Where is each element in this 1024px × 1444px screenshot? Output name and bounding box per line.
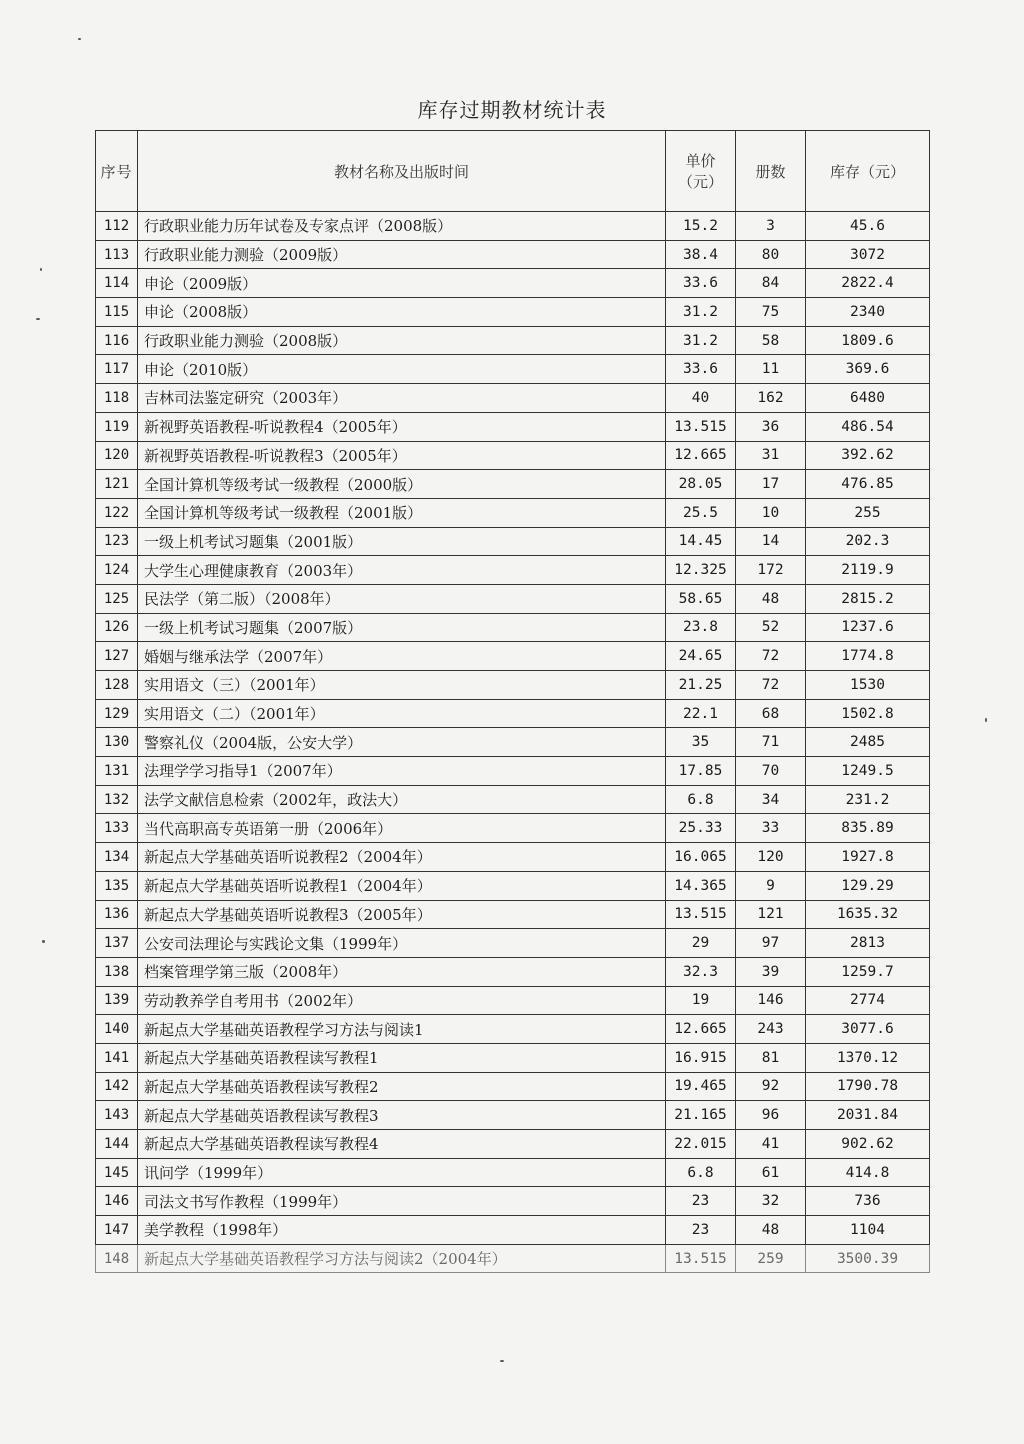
cell-quantity: 146 bbox=[736, 986, 806, 1015]
cell-quantity: 17 bbox=[736, 470, 806, 499]
cell-textbook-name: 行政职业能力历年试卷及专家点评（2008版） bbox=[138, 212, 666, 241]
cell-stock-value: 486.54 bbox=[806, 412, 930, 441]
cell-serial-number: 119 bbox=[96, 412, 138, 441]
cell-stock-value: 1530 bbox=[806, 671, 930, 700]
cell-unit-price: 13.515 bbox=[666, 900, 736, 929]
cell-textbook-name: 民法学（第二版）（2008年） bbox=[138, 584, 666, 613]
table-row bbox=[96, 355, 930, 384]
cell-stock-value: 835.89 bbox=[806, 814, 930, 843]
cell-quantity: 172 bbox=[736, 556, 806, 585]
cell-stock-value: 902.62 bbox=[806, 1130, 930, 1159]
cell-stock-value: 1774.8 bbox=[806, 642, 930, 671]
cell-quantity: 10 bbox=[736, 498, 806, 527]
cell-stock-value: 1259.7 bbox=[806, 957, 930, 986]
cell-textbook-name: 行政职业能力测验（2008版） bbox=[138, 326, 666, 355]
cell-unit-price: 25.33 bbox=[666, 814, 736, 843]
table-row bbox=[96, 671, 930, 700]
cell-serial-number: 117 bbox=[96, 355, 138, 384]
table-row bbox=[96, 269, 930, 298]
cell-textbook-name: 申论（2008版） bbox=[138, 298, 666, 327]
cell-serial-number: 118 bbox=[96, 384, 138, 413]
cell-stock-value: 255 bbox=[806, 498, 930, 527]
cell-serial-number: 124 bbox=[96, 556, 138, 585]
cell-serial-number: 126 bbox=[96, 613, 138, 642]
table-row bbox=[96, 900, 930, 929]
cell-quantity: 259 bbox=[736, 1244, 806, 1273]
cell-textbook-name: 新起点大学基础英语听说教程2（2004年） bbox=[138, 843, 666, 872]
cell-stock-value: 1237.6 bbox=[806, 613, 930, 642]
cell-stock-value: 202.3 bbox=[806, 527, 930, 556]
cell-quantity: 72 bbox=[736, 671, 806, 700]
cell-stock-value: 2485 bbox=[806, 728, 930, 757]
table-row bbox=[96, 1101, 930, 1130]
header-quantity: 册数 bbox=[736, 131, 806, 212]
cell-quantity: 96 bbox=[736, 1101, 806, 1130]
table-row bbox=[96, 757, 930, 786]
cell-quantity: 33 bbox=[736, 814, 806, 843]
cell-quantity: 9 bbox=[736, 871, 806, 900]
cell-serial-number: 141 bbox=[96, 1043, 138, 1072]
cell-stock-value: 1635.32 bbox=[806, 900, 930, 929]
table-row bbox=[96, 1187, 930, 1216]
table-row bbox=[96, 412, 930, 441]
cell-unit-price: 24.65 bbox=[666, 642, 736, 671]
cell-unit-price: 15.2 bbox=[666, 212, 736, 241]
cell-unit-price: 19.465 bbox=[666, 1072, 736, 1101]
cell-stock-value: 3500.39 bbox=[806, 1244, 930, 1273]
cell-quantity: 120 bbox=[736, 843, 806, 872]
table-row bbox=[96, 1072, 930, 1101]
table-row bbox=[96, 326, 930, 355]
cell-stock-value: 1809.6 bbox=[806, 326, 930, 355]
cell-textbook-name: 一级上机考试习题集（2001版） bbox=[138, 527, 666, 556]
cell-textbook-name: 公安司法理论与实践论文集（1999年） bbox=[138, 929, 666, 958]
cell-serial-number: 113 bbox=[96, 240, 138, 269]
cell-unit-price: 31.2 bbox=[666, 326, 736, 355]
table-row bbox=[96, 240, 930, 269]
cell-unit-price: 22.1 bbox=[666, 699, 736, 728]
cell-quantity: 71 bbox=[736, 728, 806, 757]
cell-stock-value: 6480 bbox=[806, 384, 930, 413]
header-stock-value: 库存（元） bbox=[806, 131, 930, 212]
table-row bbox=[96, 1244, 930, 1273]
scan-speck bbox=[42, 940, 45, 943]
table-row bbox=[96, 470, 930, 499]
cell-textbook-name: 行政职业能力测验（2009版） bbox=[138, 240, 666, 269]
cell-serial-number: 132 bbox=[96, 785, 138, 814]
cell-unit-price: 6.8 bbox=[666, 1158, 736, 1187]
cell-textbook-name: 新起点大学基础英语听说教程1（2004年） bbox=[138, 871, 666, 900]
cell-quantity: 11 bbox=[736, 355, 806, 384]
cell-stock-value: 2340 bbox=[806, 298, 930, 327]
cell-stock-value: 45.6 bbox=[806, 212, 930, 241]
cell-quantity: 80 bbox=[736, 240, 806, 269]
cell-quantity: 97 bbox=[736, 929, 806, 958]
cell-unit-price: 33.6 bbox=[666, 355, 736, 384]
cell-textbook-name: 劳动教养学自考用书（2002年） bbox=[138, 986, 666, 1015]
cell-textbook-name: 美学教程（1998年） bbox=[138, 1216, 666, 1245]
table-row bbox=[96, 699, 930, 728]
cell-quantity: 243 bbox=[736, 1015, 806, 1044]
cell-textbook-name: 新起点大学基础英语教程读写教程1 bbox=[138, 1043, 666, 1072]
cell-serial-number: 142 bbox=[96, 1072, 138, 1101]
cell-quantity: 52 bbox=[736, 613, 806, 642]
table-row bbox=[96, 556, 930, 585]
cell-unit-price: 28.05 bbox=[666, 470, 736, 499]
cell-unit-price: 21.25 bbox=[666, 671, 736, 700]
cell-unit-price: 40 bbox=[666, 384, 736, 413]
inventory-table-container bbox=[95, 130, 929, 1273]
cell-textbook-name: 新视野英语教程-听说教程4（2005年） bbox=[138, 412, 666, 441]
cell-stock-value: 1370.12 bbox=[806, 1043, 930, 1072]
cell-stock-value: 2774 bbox=[806, 986, 930, 1015]
table-row bbox=[96, 527, 930, 556]
cell-unit-price: 13.515 bbox=[666, 1244, 736, 1273]
table-row bbox=[96, 1015, 930, 1044]
cell-serial-number: 136 bbox=[96, 900, 138, 929]
cell-serial-number: 137 bbox=[96, 929, 138, 958]
cell-quantity: 70 bbox=[736, 757, 806, 786]
cell-quantity: 3 bbox=[736, 212, 806, 241]
cell-serial-number: 123 bbox=[96, 527, 138, 556]
cell-unit-price: 25.5 bbox=[666, 498, 736, 527]
cell-stock-value: 2031.84 bbox=[806, 1101, 930, 1130]
cell-textbook-name: 新起点大学基础英语教程学习方法与阅读1 bbox=[138, 1015, 666, 1044]
cell-quantity: 84 bbox=[736, 269, 806, 298]
cell-quantity: 75 bbox=[736, 298, 806, 327]
table-body bbox=[96, 212, 930, 1273]
cell-serial-number: 148 bbox=[96, 1244, 138, 1273]
cell-quantity: 31 bbox=[736, 441, 806, 470]
cell-stock-value: 1927.8 bbox=[806, 843, 930, 872]
cell-quantity: 162 bbox=[736, 384, 806, 413]
cell-textbook-name: 实用语文（三）（2001年） bbox=[138, 671, 666, 700]
table-row bbox=[96, 785, 930, 814]
cell-unit-price: 12.325 bbox=[666, 556, 736, 585]
scan-speck bbox=[36, 318, 40, 320]
table-row bbox=[96, 584, 930, 613]
cell-serial-number: 138 bbox=[96, 957, 138, 986]
cell-unit-price: 12.665 bbox=[666, 441, 736, 470]
cell-serial-number: 146 bbox=[96, 1187, 138, 1216]
cell-unit-price: 29 bbox=[666, 929, 736, 958]
cell-textbook-name: 婚姻与继承法学（2007年） bbox=[138, 642, 666, 671]
cell-stock-value: 369.6 bbox=[806, 355, 930, 384]
cell-unit-price: 32.3 bbox=[666, 957, 736, 986]
cell-textbook-name: 司法文书写作教程（1999年） bbox=[138, 1187, 666, 1216]
cell-serial-number: 120 bbox=[96, 441, 138, 470]
cell-unit-price: 33.6 bbox=[666, 269, 736, 298]
cell-unit-price: 38.4 bbox=[666, 240, 736, 269]
cell-unit-price: 13.515 bbox=[666, 412, 736, 441]
cell-stock-value: 414.8 bbox=[806, 1158, 930, 1187]
cell-unit-price: 31.2 bbox=[666, 298, 736, 327]
header-unit-price-line2: （元） bbox=[677, 173, 723, 191]
cell-quantity: 72 bbox=[736, 642, 806, 671]
cell-unit-price: 16.065 bbox=[666, 843, 736, 872]
cell-serial-number: 143 bbox=[96, 1101, 138, 1130]
table-row bbox=[96, 1216, 930, 1245]
cell-serial-number: 140 bbox=[96, 1015, 138, 1044]
cell-quantity: 121 bbox=[736, 900, 806, 929]
table-row bbox=[96, 957, 930, 986]
inventory-table bbox=[95, 130, 930, 1273]
cell-serial-number: 115 bbox=[96, 298, 138, 327]
cell-quantity: 39 bbox=[736, 957, 806, 986]
header-unit-price-line1: 单价 bbox=[685, 152, 716, 170]
cell-stock-value: 2822.4 bbox=[806, 269, 930, 298]
table-row bbox=[96, 384, 930, 413]
page-title: 库存过期教材统计表 bbox=[417, 98, 607, 122]
cell-serial-number: 114 bbox=[96, 269, 138, 298]
cell-stock-value: 736 bbox=[806, 1187, 930, 1216]
cell-serial-number: 128 bbox=[96, 671, 138, 700]
cell-stock-value: 3077.6 bbox=[806, 1015, 930, 1044]
table-row bbox=[96, 498, 930, 527]
cell-quantity: 92 bbox=[736, 1072, 806, 1101]
scan-speck bbox=[78, 38, 81, 40]
cell-serial-number: 147 bbox=[96, 1216, 138, 1245]
cell-unit-price: 12.665 bbox=[666, 1015, 736, 1044]
table-row bbox=[96, 298, 930, 327]
cell-textbook-name: 法理学学习指导1（2007年） bbox=[138, 757, 666, 786]
table-row bbox=[96, 441, 930, 470]
cell-unit-price: 22.015 bbox=[666, 1130, 736, 1159]
table-row bbox=[96, 1043, 930, 1072]
table-row bbox=[96, 642, 930, 671]
cell-quantity: 48 bbox=[736, 584, 806, 613]
cell-textbook-name: 申论（2009版） bbox=[138, 269, 666, 298]
header-unit-price bbox=[666, 131, 736, 212]
cell-serial-number: 127 bbox=[96, 642, 138, 671]
scan-speck bbox=[40, 268, 42, 271]
cell-textbook-name: 档案管理学第三版（2008年） bbox=[138, 957, 666, 986]
table-row bbox=[96, 871, 930, 900]
cell-textbook-name: 实用语文（二）（2001年） bbox=[138, 699, 666, 728]
cell-textbook-name: 新起点大学基础英语教程读写教程3 bbox=[138, 1101, 666, 1130]
scan-speck bbox=[500, 1360, 504, 1362]
cell-textbook-name: 当代高职高专英语第一册（2006年） bbox=[138, 814, 666, 843]
table-row bbox=[96, 613, 930, 642]
cell-unit-price: 21.165 bbox=[666, 1101, 736, 1130]
cell-textbook-name: 新视野英语教程-听说教程3（2005年） bbox=[138, 441, 666, 470]
cell-unit-price: 23 bbox=[666, 1187, 736, 1216]
cell-textbook-name: 吉林司法鉴定研究（2003年） bbox=[138, 384, 666, 413]
cell-quantity: 41 bbox=[736, 1130, 806, 1159]
cell-quantity: 61 bbox=[736, 1158, 806, 1187]
cell-quantity: 48 bbox=[736, 1216, 806, 1245]
cell-stock-value: 2813 bbox=[806, 929, 930, 958]
cell-unit-price: 14.45 bbox=[666, 527, 736, 556]
cell-textbook-name: 全国计算机等级考试一级教程（2001版） bbox=[138, 498, 666, 527]
cell-serial-number: 133 bbox=[96, 814, 138, 843]
cell-quantity: 32 bbox=[736, 1187, 806, 1216]
cell-textbook-name: 大学生心理健康教育（2003年） bbox=[138, 556, 666, 585]
cell-textbook-name: 讯问学（1999年） bbox=[138, 1158, 666, 1187]
cell-serial-number: 131 bbox=[96, 757, 138, 786]
cell-unit-price: 35 bbox=[666, 728, 736, 757]
cell-stock-value: 2815.2 bbox=[806, 584, 930, 613]
cell-stock-value: 3072 bbox=[806, 240, 930, 269]
cell-serial-number: 129 bbox=[96, 699, 138, 728]
cell-quantity: 34 bbox=[736, 785, 806, 814]
cell-unit-price: 6.8 bbox=[666, 785, 736, 814]
cell-unit-price: 58.65 bbox=[666, 584, 736, 613]
scan-speck bbox=[985, 718, 987, 722]
cell-quantity: 81 bbox=[736, 1043, 806, 1072]
cell-quantity: 58 bbox=[736, 326, 806, 355]
cell-serial-number: 121 bbox=[96, 470, 138, 499]
cell-stock-value: 1790.78 bbox=[806, 1072, 930, 1101]
cell-unit-price: 14.365 bbox=[666, 871, 736, 900]
cell-serial-number: 125 bbox=[96, 584, 138, 613]
table-row bbox=[96, 1158, 930, 1187]
cell-stock-value: 1249.5 bbox=[806, 757, 930, 786]
cell-serial-number: 122 bbox=[96, 498, 138, 527]
cell-serial-number: 116 bbox=[96, 326, 138, 355]
cell-stock-value: 392.62 bbox=[806, 441, 930, 470]
cell-textbook-name: 全国计算机等级考试一级教程（2000版） bbox=[138, 470, 666, 499]
cell-stock-value: 2119.9 bbox=[806, 556, 930, 585]
table-row bbox=[96, 843, 930, 872]
cell-serial-number: 139 bbox=[96, 986, 138, 1015]
cell-stock-value: 1502.8 bbox=[806, 699, 930, 728]
cell-textbook-name: 新起点大学基础英语教程学习方法与阅读2（2004年） bbox=[138, 1244, 666, 1273]
cell-stock-value: 476.85 bbox=[806, 470, 930, 499]
cell-serial-number: 135 bbox=[96, 871, 138, 900]
cell-serial-number: 145 bbox=[96, 1158, 138, 1187]
cell-textbook-name: 新起点大学基础英语听说教程3（2005年） bbox=[138, 900, 666, 929]
cell-textbook-name: 申论（2010版） bbox=[138, 355, 666, 384]
table-row bbox=[96, 929, 930, 958]
table-row bbox=[96, 212, 930, 241]
cell-stock-value: 1104 bbox=[806, 1216, 930, 1245]
cell-textbook-name: 法学文献信息检索（2002年，政法大） bbox=[138, 785, 666, 814]
cell-textbook-name: 新起点大学基础英语教程读写教程4 bbox=[138, 1130, 666, 1159]
table-row bbox=[96, 728, 930, 757]
table-row bbox=[96, 1130, 930, 1159]
cell-unit-price: 17.85 bbox=[666, 757, 736, 786]
cell-quantity: 68 bbox=[736, 699, 806, 728]
cell-textbook-name: 一级上机考试习题集（2007版） bbox=[138, 613, 666, 642]
cell-quantity: 14 bbox=[736, 527, 806, 556]
header-serial-number: 序号 bbox=[96, 131, 138, 212]
cell-unit-price: 16.915 bbox=[666, 1043, 736, 1072]
table-header bbox=[96, 131, 930, 212]
cell-serial-number: 130 bbox=[96, 728, 138, 757]
cell-stock-value: 129.29 bbox=[806, 871, 930, 900]
header-textbook-name: 教材名称及出版时间 bbox=[138, 131, 666, 212]
cell-stock-value: 231.2 bbox=[806, 785, 930, 814]
cell-unit-price: 23 bbox=[666, 1216, 736, 1245]
cell-serial-number: 144 bbox=[96, 1130, 138, 1159]
cell-textbook-name: 新起点大学基础英语教程读写教程2 bbox=[138, 1072, 666, 1101]
table-row bbox=[96, 986, 930, 1015]
cell-unit-price: 19 bbox=[666, 986, 736, 1015]
cell-quantity: 36 bbox=[736, 412, 806, 441]
cell-serial-number: 134 bbox=[96, 843, 138, 872]
cell-textbook-name: 警察礼仪（2004版，公安大学） bbox=[138, 728, 666, 757]
table-row bbox=[96, 814, 930, 843]
cell-unit-price: 23.8 bbox=[666, 613, 736, 642]
cell-serial-number: 112 bbox=[96, 212, 138, 241]
